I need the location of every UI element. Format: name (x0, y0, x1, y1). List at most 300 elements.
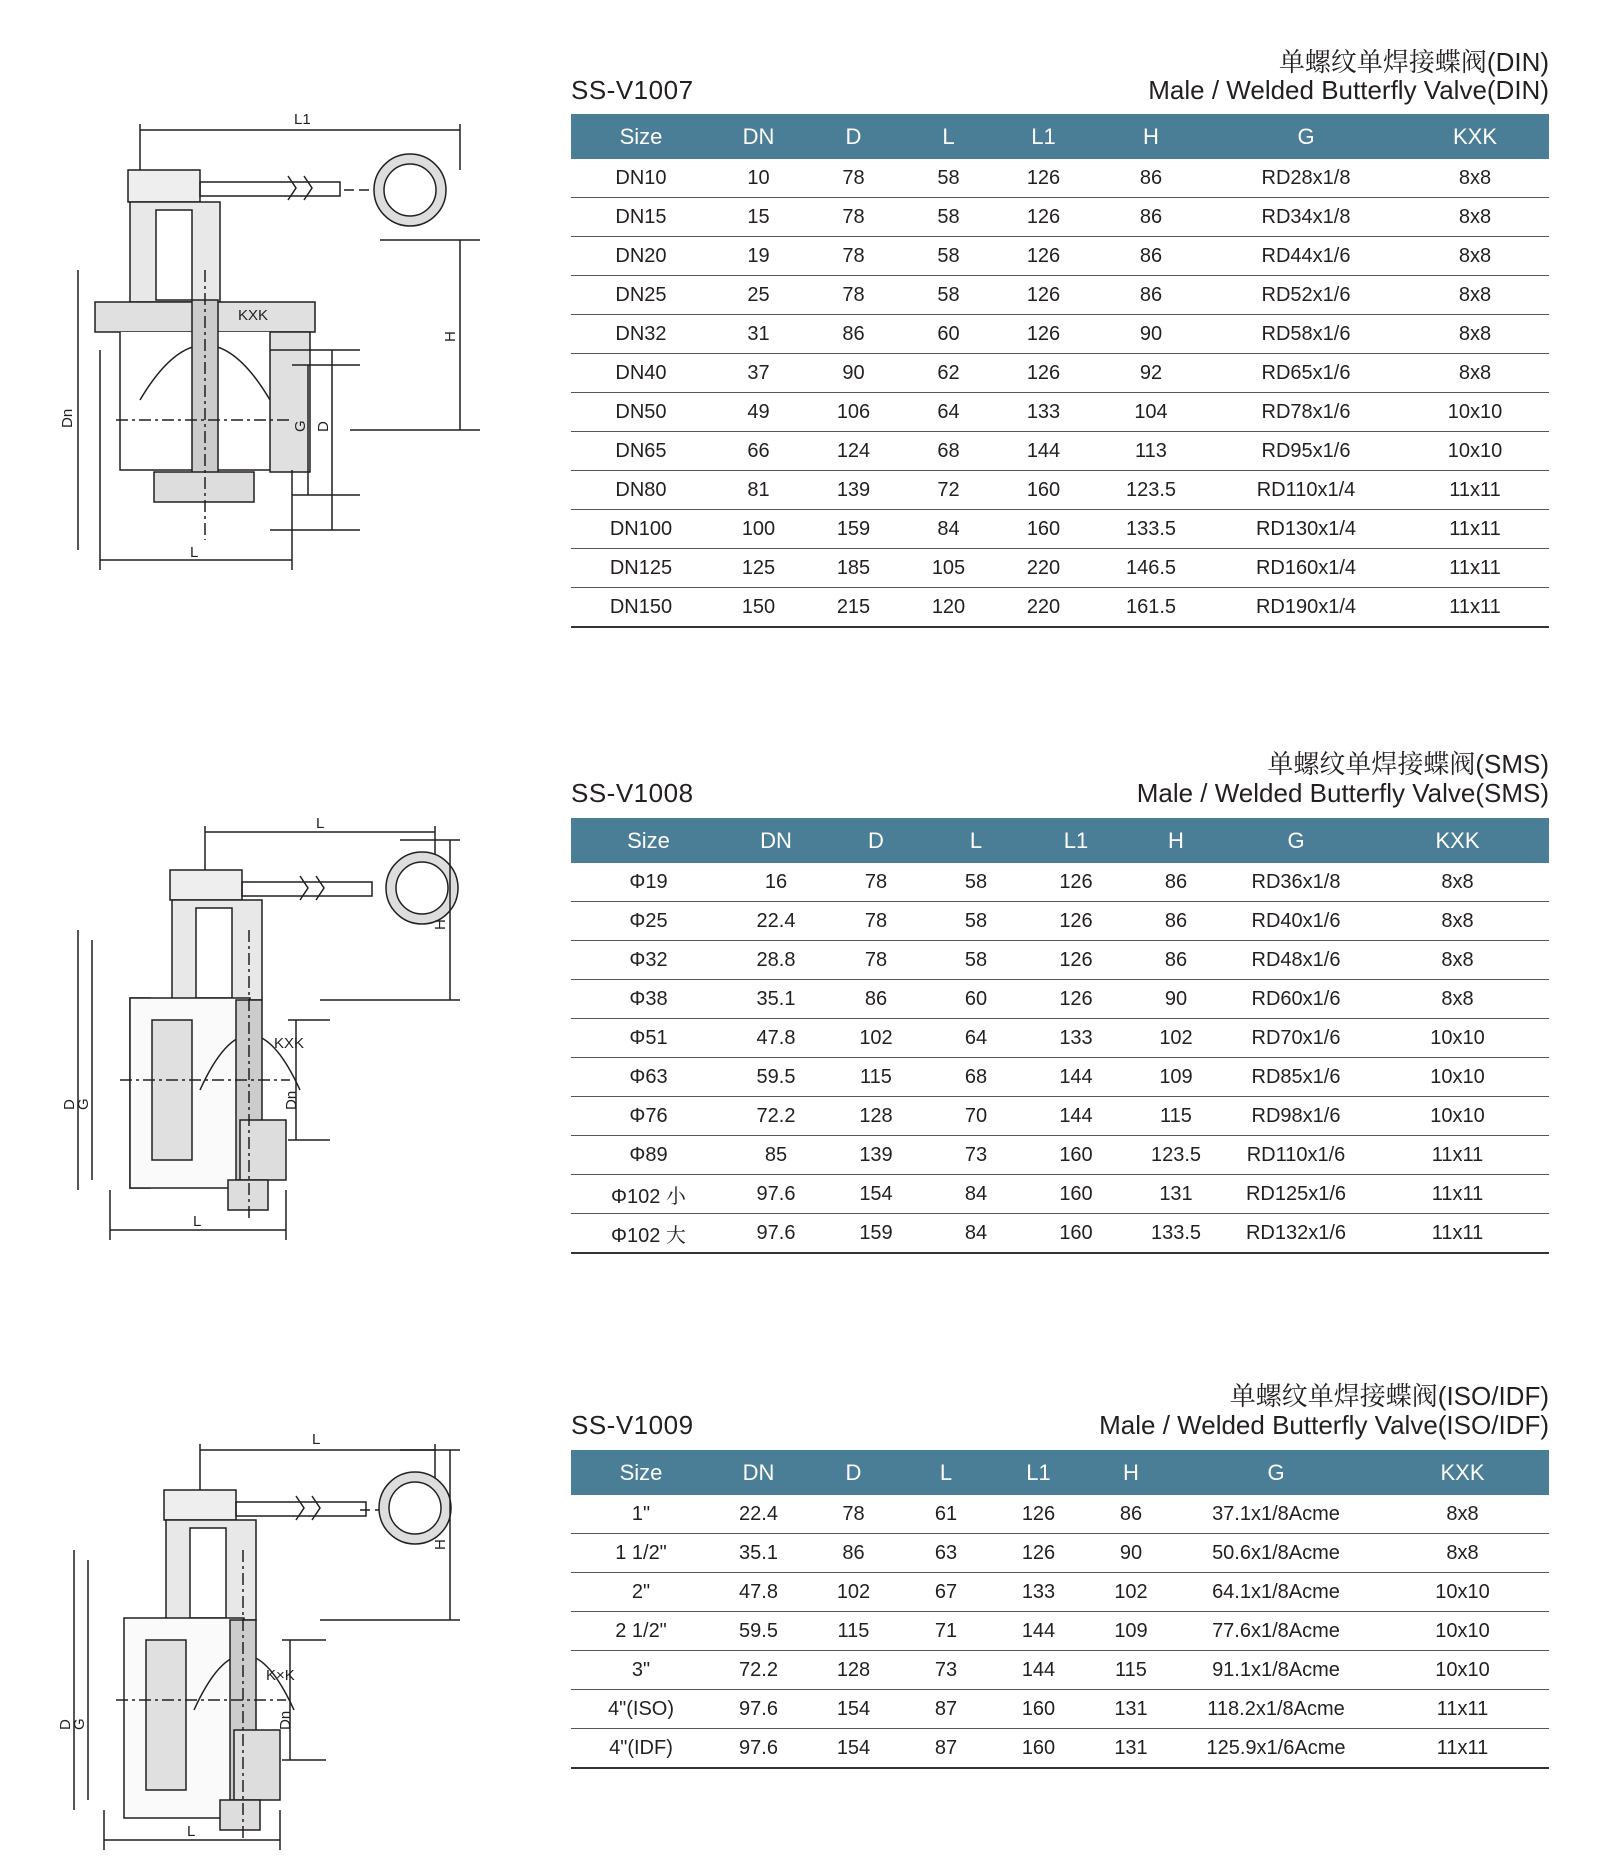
col-header: D (806, 1450, 901, 1495)
section-title-en: Male / Welded Butterfly Valve(ISO/IDF) (1099, 1410, 1549, 1440)
table-body (571, 159, 1549, 627)
table-cell: 73 (901, 1651, 991, 1690)
table-cell: 154 (806, 1729, 901, 1769)
table-cell: 102 (826, 1019, 926, 1058)
table-cell: Φ25 (571, 902, 726, 941)
table-row (571, 1690, 1549, 1729)
table-cell: 86 (1091, 198, 1211, 237)
table-row (571, 393, 1549, 432)
table-cell: DN32 (571, 315, 711, 354)
table-cell: 60 (926, 980, 1026, 1019)
table-cell: RD60x1/6 (1226, 980, 1366, 1019)
table-cell: 144 (991, 1651, 1086, 1690)
table-cell: 123.5 (1091, 471, 1211, 510)
table-cell: 126 (991, 1534, 1086, 1573)
table-cell: 160 (996, 510, 1091, 549)
table-row (571, 902, 1549, 941)
table-cell: 16 (726, 863, 826, 902)
dim-g-label: G (71, 1718, 88, 1730)
table-cell: 115 (826, 1058, 926, 1097)
table-cell: 10x10 (1401, 432, 1549, 471)
table-cell: 100 (711, 510, 806, 549)
table-cell: 102 (1126, 1019, 1226, 1058)
valve-cross-section-diagram (60, 815, 480, 1240)
valve-drawing-sms (60, 815, 480, 1240)
table-cell: 215 (806, 588, 901, 628)
table-row (571, 432, 1549, 471)
table-cell: 10x10 (1376, 1612, 1549, 1651)
dim-dn-label: Dn (283, 1090, 300, 1110)
table-cell: 97.6 (726, 1175, 826, 1214)
table-cell: 58 (926, 863, 1026, 902)
table-cell: 4"(IDF) (571, 1729, 711, 1769)
model-number: SS-V1009 (571, 1410, 694, 1440)
table-cell: 78 (806, 237, 901, 276)
col-header: G (1226, 818, 1366, 863)
table-cell: 59.5 (711, 1612, 806, 1651)
table-cell: 8x8 (1401, 237, 1549, 276)
col-header: Size (571, 114, 711, 159)
table-cell: 139 (806, 471, 901, 510)
table-row (571, 198, 1549, 237)
table-cell: 161.5 (1091, 588, 1211, 628)
section-title-en: Male / Welded Butterfly Valve(DIN) (1148, 75, 1549, 105)
table-cell: 144 (991, 1612, 1086, 1651)
model-number: SS-V1007 (571, 75, 694, 105)
table-cell: 97.6 (711, 1729, 806, 1769)
table-cell: 47.8 (711, 1573, 806, 1612)
table-cell: 58 (926, 941, 1026, 980)
table-cell: 154 (826, 1175, 926, 1214)
spec-table (571, 818, 1549, 1254)
table-cell: 10x10 (1366, 1019, 1549, 1058)
table-cell: 86 (1126, 941, 1226, 980)
table-cell: 126 (1026, 902, 1126, 941)
col-header: Size (571, 1450, 711, 1495)
table-cell: 19 (711, 237, 806, 276)
table-cell: 8x8 (1376, 1534, 1549, 1573)
table-cell: 35.1 (711, 1534, 806, 1573)
table-cell: 126 (996, 315, 1091, 354)
table-cell: 72.2 (711, 1651, 806, 1690)
table-cell: 11x11 (1401, 471, 1549, 510)
table-cell: 10x10 (1401, 393, 1549, 432)
table-cell: DN10 (571, 159, 711, 198)
table-cell: 4"(ISO) (571, 1690, 711, 1729)
table-cell: 8x8 (1401, 315, 1549, 354)
col-header: G (1176, 1450, 1376, 1495)
table-row (571, 1651, 1549, 1690)
table-cell: 8x8 (1366, 863, 1549, 902)
table-row (571, 1534, 1549, 1573)
table-cell: 90 (1086, 1534, 1176, 1573)
table-cell: RD130x1/4 (1211, 510, 1401, 549)
table-body (571, 1495, 1549, 1768)
valve-drawing-din (60, 110, 480, 570)
table-row (571, 315, 1549, 354)
table-cell: RD95x1/6 (1211, 432, 1401, 471)
table-cell: RD160x1/4 (1211, 549, 1401, 588)
table-cell: 87 (901, 1729, 991, 1769)
table-cell: 70 (926, 1097, 1026, 1136)
table-cell: Φ32 (571, 941, 726, 980)
valve-cross-section-diagram (60, 110, 480, 570)
table-cell: 139 (826, 1136, 926, 1175)
table-cell: 64 (901, 393, 996, 432)
table-cell: DN20 (571, 237, 711, 276)
table-cell: 91.1x1/8Acme (1176, 1651, 1376, 1690)
table-cell: RD44x1/6 (1211, 237, 1401, 276)
col-header: L (926, 818, 1026, 863)
table-cell: Φ63 (571, 1058, 726, 1097)
table-cell: RD98x1/6 (1226, 1097, 1366, 1136)
table-cell: 109 (1126, 1058, 1226, 1097)
table-cell: 113 (1091, 432, 1211, 471)
table-cell: 47.8 (726, 1019, 826, 1058)
table-cell: 81 (711, 471, 806, 510)
table-cell: DN50 (571, 393, 711, 432)
table-cell: 115 (1126, 1097, 1226, 1136)
table-cell: 50.6x1/8Acme (1176, 1534, 1376, 1573)
table-cell: 160 (1026, 1175, 1126, 1214)
table-row (571, 588, 1549, 628)
table-cell: 144 (1026, 1097, 1126, 1136)
table-cell: 10x10 (1366, 1097, 1549, 1136)
table-cell: 160 (991, 1690, 1086, 1729)
table-cell: 2" (571, 1573, 711, 1612)
table-cell: 85 (726, 1136, 826, 1175)
table-cell: 15 (711, 198, 806, 237)
table-cell: 8x8 (1401, 276, 1549, 315)
table-cell: 124 (806, 432, 901, 471)
table-cell: 133 (991, 1573, 1086, 1612)
table-cell: 128 (826, 1097, 926, 1136)
table-row (571, 549, 1549, 588)
table-cell: RD110x1/4 (1211, 471, 1401, 510)
table-header-row (571, 114, 1549, 159)
table-cell: 37 (711, 354, 806, 393)
table-cell: 220 (996, 549, 1091, 588)
table-cell: 86 (826, 980, 926, 1019)
table-cell: RD58x1/6 (1211, 315, 1401, 354)
table-cell: 11x11 (1376, 1690, 1549, 1729)
dim-d-label: D (57, 1719, 74, 1730)
valve-cross-section-diagram (57, 1430, 480, 1850)
col-header: DN (711, 1450, 806, 1495)
table-cell: 72.2 (726, 1097, 826, 1136)
table-cell: 78 (806, 159, 901, 198)
table-row (571, 1214, 1549, 1254)
table-cell: 109 (1086, 1612, 1176, 1651)
table-cell: 59.5 (726, 1058, 826, 1097)
table-cell: 77.6x1/8Acme (1176, 1612, 1376, 1651)
dim-bottom-label: L (193, 1213, 202, 1230)
table-cell: 220 (996, 588, 1091, 628)
table-cell: 106 (806, 393, 901, 432)
table-cell: 154 (806, 1690, 901, 1729)
table-cell: 133.5 (1126, 1214, 1226, 1254)
table-cell: 125.9x1/6Acme (1176, 1729, 1376, 1769)
col-header: KXK (1366, 818, 1549, 863)
table-cell: Φ102 大 (571, 1214, 726, 1254)
table-header-row (571, 1450, 1549, 1495)
section-ss-v1009 (0, 1330, 1621, 1876)
table-cell: 160 (1026, 1214, 1126, 1254)
table-cell: 126 (996, 354, 1091, 393)
dim-g-label: G (75, 1098, 92, 1110)
table-cell: 86 (806, 1534, 901, 1573)
dim-height-label: H (432, 1539, 449, 1550)
table-cell: 37.1x1/8Acme (1176, 1495, 1376, 1534)
table-cell: 11x11 (1401, 549, 1549, 588)
table-cell: 86 (1126, 863, 1226, 902)
section-title-cn: 单螺纹单焊接蝶阀(SMS) (1267, 749, 1549, 779)
col-header: DN (726, 818, 826, 863)
table-cell: 97.6 (726, 1214, 826, 1254)
section-title-en: Male / Welded Butterfly Valve(SMS) (1136, 778, 1549, 808)
table-cell: Φ102 小 (571, 1175, 726, 1214)
table-cell: 58 (901, 276, 996, 315)
table-cell: 87 (901, 1690, 991, 1729)
table-cell: DN40 (571, 354, 711, 393)
table-cell: RD36x1/8 (1226, 863, 1366, 902)
table-cell: 97.6 (711, 1690, 806, 1729)
table-cell: Φ51 (571, 1019, 726, 1058)
table-row (571, 159, 1549, 198)
table-cell: 150 (711, 588, 806, 628)
table-cell: 120 (901, 588, 996, 628)
table-cell: 84 (926, 1214, 1026, 1254)
table-cell: 64.1x1/8Acme (1176, 1573, 1376, 1612)
table-cell: 160 (996, 471, 1091, 510)
table-cell: 66 (711, 432, 806, 471)
table-row (571, 1019, 1549, 1058)
table-row (571, 1175, 1549, 1214)
table-cell: 8x8 (1366, 941, 1549, 980)
col-header: DN (711, 114, 806, 159)
table-cell: 49 (711, 393, 806, 432)
table-cell: 78 (826, 902, 926, 941)
table-cell: 11x11 (1401, 588, 1549, 628)
dim-bottom-label: L (190, 544, 199, 561)
table-cell: 78 (806, 198, 901, 237)
table-row (571, 980, 1549, 1019)
table-cell: 8x8 (1376, 1495, 1549, 1534)
table-cell: 64 (926, 1019, 1026, 1058)
model-number: SS-V1008 (571, 778, 694, 808)
table-cell: 71 (901, 1612, 991, 1651)
section-ss-v1008 (0, 700, 1621, 1300)
col-header: G (1211, 114, 1401, 159)
col-header: KXK (1401, 114, 1549, 159)
section-title-cn: 单螺纹单焊接蝶阀(DIN) (1278, 47, 1549, 77)
table-cell: 86 (1086, 1495, 1176, 1534)
table-cell: 126 (1026, 863, 1126, 902)
table-cell: 144 (996, 432, 1091, 471)
dim-d-label: D (315, 421, 332, 432)
table-row (571, 863, 1549, 902)
table-cell: 90 (806, 354, 901, 393)
dim-dn-label: Dn (277, 1710, 294, 1730)
table-row (571, 1058, 1549, 1097)
spec-table (571, 1450, 1549, 1769)
table-cell: 86 (806, 315, 901, 354)
table-cell: 78 (806, 1495, 901, 1534)
col-header: KXK (1376, 1450, 1549, 1495)
table-cell: 3" (571, 1651, 711, 1690)
dim-g-label: G (292, 420, 309, 432)
table-cell: 126 (996, 237, 1091, 276)
dim-top-label: L (316, 815, 325, 832)
col-header: H (1091, 114, 1211, 159)
table-cell: RD48x1/6 (1226, 941, 1366, 980)
col-header: H (1126, 818, 1226, 863)
table-row (571, 237, 1549, 276)
dim-top-label: L1 (294, 111, 311, 128)
table-body (571, 863, 1549, 1253)
table-cell: 78 (826, 941, 926, 980)
table-cell: 11x11 (1366, 1175, 1549, 1214)
table-cell: Φ19 (571, 863, 726, 902)
table-cell: 90 (1126, 980, 1226, 1019)
table-row (571, 1097, 1549, 1136)
table-cell: 61 (901, 1495, 991, 1534)
table-cell: 123.5 (1126, 1136, 1226, 1175)
valve-drawing-iso-idf (57, 1430, 480, 1850)
table-cell: RD52x1/6 (1211, 276, 1401, 315)
table-cell: 126 (991, 1495, 1086, 1534)
col-header: L1 (996, 114, 1091, 159)
table-cell: RD78x1/6 (1211, 393, 1401, 432)
table-cell: 159 (806, 510, 901, 549)
section-ss-v1007 (0, 0, 1621, 660)
table-cell: 118.2x1/8Acme (1176, 1690, 1376, 1729)
table-cell: 159 (826, 1214, 926, 1254)
table-cell: 84 (901, 510, 996, 549)
table-cell: 1 1/2" (571, 1534, 711, 1573)
dim-top-label: L (312, 1431, 321, 1448)
table-cell: RD70x1/6 (1226, 1019, 1366, 1058)
table-cell: 58 (901, 198, 996, 237)
table-cell: RD28x1/8 (1211, 159, 1401, 198)
table-cell: 86 (1091, 237, 1211, 276)
table-cell: RD65x1/6 (1211, 354, 1401, 393)
table-row (571, 1612, 1549, 1651)
table-cell: 126 (1026, 941, 1126, 980)
table-cell: 63 (901, 1534, 991, 1573)
table-cell: 11x11 (1401, 510, 1549, 549)
table-cell: DN125 (571, 549, 711, 588)
table-cell: 22.4 (711, 1495, 806, 1534)
table-cell: 72 (901, 471, 996, 510)
dim-key-label: KXK (274, 1035, 305, 1052)
table-row (571, 276, 1549, 315)
table-cell: 115 (806, 1612, 901, 1651)
table-row (571, 941, 1549, 980)
table-row (571, 1729, 1549, 1769)
table-row (571, 510, 1549, 549)
table-cell: 104 (1091, 393, 1211, 432)
table-cell: 2 1/2" (571, 1612, 711, 1651)
table-row (571, 471, 1549, 510)
dim-key-label: K×K (266, 1667, 295, 1684)
table-cell: 126 (996, 198, 1091, 237)
table-cell: Φ76 (571, 1097, 726, 1136)
table-cell: 10x10 (1376, 1573, 1549, 1612)
dim-key-label: KXK (238, 307, 269, 324)
table-cell: 144 (1026, 1058, 1126, 1097)
table-cell: DN80 (571, 471, 711, 510)
col-header: Size (571, 818, 726, 863)
table-cell: 62 (901, 354, 996, 393)
col-header: L (901, 1450, 991, 1495)
table-row (571, 1573, 1549, 1612)
table-cell: 31 (711, 315, 806, 354)
table-cell: DN65 (571, 432, 711, 471)
table-cell: 35.1 (726, 980, 826, 1019)
table-cell: 78 (826, 863, 926, 902)
table-cell: DN150 (571, 588, 711, 628)
table-cell: 160 (991, 1729, 1086, 1769)
table-cell: 133.5 (1091, 510, 1211, 549)
col-header: D (826, 818, 926, 863)
table-cell: 67 (901, 1573, 991, 1612)
table-cell: 10x10 (1366, 1058, 1549, 1097)
section-title-cn: 单螺纹单焊接蝶阀(ISO/IDF) (1229, 1381, 1549, 1411)
col-header: H (1086, 1450, 1176, 1495)
table-cell: 102 (806, 1573, 901, 1612)
spec-table (571, 114, 1549, 628)
table-cell: 10 (711, 159, 806, 198)
table-cell: RD40x1/6 (1226, 902, 1366, 941)
table-cell: 1" (571, 1495, 711, 1534)
table-cell: 58 (901, 159, 996, 198)
table-cell: 73 (926, 1136, 1026, 1175)
table-cell: 8x8 (1401, 159, 1549, 198)
table-cell: 131 (1086, 1729, 1176, 1769)
table-cell: RD85x1/6 (1226, 1058, 1366, 1097)
dim-bottom-label: L (187, 1823, 196, 1840)
table-cell: Φ38 (571, 980, 726, 1019)
table-cell: 92 (1091, 354, 1211, 393)
col-header: L1 (991, 1450, 1086, 1495)
table-cell: 160 (1026, 1136, 1126, 1175)
table-cell: 86 (1091, 159, 1211, 198)
table-cell: 58 (901, 237, 996, 276)
table-cell: 8x8 (1401, 354, 1549, 393)
table-cell: RD34x1/8 (1211, 198, 1401, 237)
table-cell: DN15 (571, 198, 711, 237)
table-cell: 8x8 (1401, 198, 1549, 237)
table-cell: 146.5 (1091, 549, 1211, 588)
table-cell: 84 (926, 1175, 1026, 1214)
table-cell: 68 (926, 1058, 1026, 1097)
table-cell: 105 (901, 549, 996, 588)
table-cell: 131 (1086, 1690, 1176, 1729)
dim-dn-label: Dn (59, 408, 76, 428)
table-cell: 68 (901, 432, 996, 471)
table-cell: 11x11 (1376, 1729, 1549, 1769)
table-cell: RD190x1/4 (1211, 588, 1401, 628)
table-cell: 90 (1091, 315, 1211, 354)
table-cell: 28.8 (726, 941, 826, 980)
table-row (571, 354, 1549, 393)
col-header: L1 (1026, 818, 1126, 863)
table-row (571, 1136, 1549, 1175)
table-cell: 11x11 (1366, 1214, 1549, 1254)
table-cell: RD125x1/6 (1226, 1175, 1366, 1214)
table-cell: 126 (996, 276, 1091, 315)
